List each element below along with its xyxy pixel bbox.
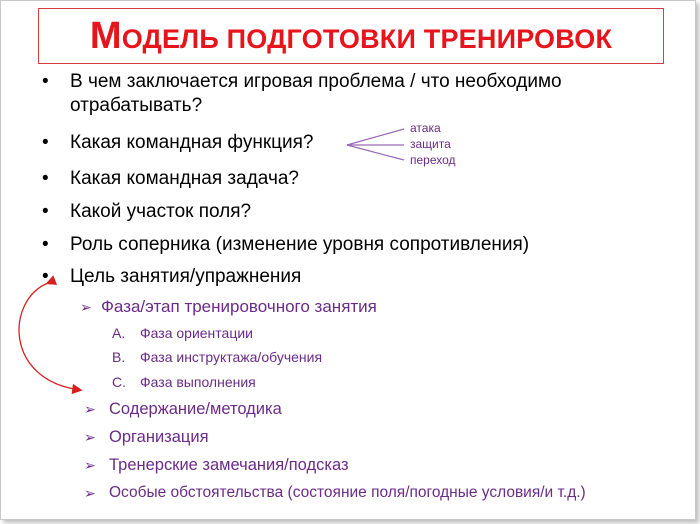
function-branch-lines	[347, 129, 404, 160]
bullet-session-goal: Цель занятия/упражнения	[70, 266, 302, 287]
phase-marker-c: C.	[112, 374, 126, 390]
arrow-bullet-icon: ➢	[84, 485, 96, 501]
phase-orientation: Фаза ориентации	[140, 325, 253, 341]
function-option-attack: атака	[410, 121, 441, 135]
phase-marker-b: B.	[112, 349, 126, 365]
point-content-methodology: Содержание/методика	[109, 400, 282, 418]
bullet-game-problem: В чем заключается игровая проблема / что необходимо	[70, 71, 562, 92]
branch-line-transition	[347, 145, 404, 160]
point-organization: Организация	[109, 428, 209, 446]
phase-instruction: Фаза инструктажа/обучения	[140, 349, 323, 365]
bullet-marker: •	[42, 201, 49, 222]
arrow-bullet-icon: ➢	[84, 457, 96, 473]
function-option-transition: переход	[410, 153, 456, 167]
point-special-circumstances: Особые обстоятельства (состояние поля/погодные условия/и т.д.)	[109, 484, 586, 501]
phase-heading: Фаза/этап тренировочного занятия	[101, 297, 377, 316]
bullet-team-task: Какая командная задача?	[70, 168, 299, 189]
bullet-field-area: Какой участок поля?	[70, 201, 252, 222]
title-rest: ОДЕЛЬ ПОДГОТОВКИ ТРЕНИРОВОК	[121, 23, 613, 54]
bullet-marker: •	[42, 168, 49, 189]
phase-marker-a: A.	[112, 325, 126, 341]
bullet-team-function: Какая командная функция?	[70, 132, 314, 153]
bullet-marker: •	[42, 266, 49, 287]
branch-line-attack	[347, 129, 404, 145]
bullet-marker: •	[42, 234, 49, 255]
bullet-marker: •	[42, 71, 49, 92]
loop-arrow	[19, 283, 80, 390]
arrow-bullet-icon: ➢	[84, 429, 96, 445]
arrow-bullet-icon: ➢	[84, 401, 96, 417]
bullet-marker: •	[42, 132, 49, 153]
phase-execution: Фаза выполнения	[140, 374, 256, 390]
point-coach-remarks: Тренерские замечания/подсказ	[109, 456, 349, 474]
arrow-bullet-icon: ➢	[80, 299, 92, 315]
bullet-opponent-role: Роль соперника (изменение уровня сопротивления)	[70, 234, 530, 255]
title-first-letter: М	[89, 14, 122, 57]
bullet-game-problem-cont: отрабатывать?	[70, 95, 203, 116]
function-option-defense: защита	[410, 137, 451, 151]
